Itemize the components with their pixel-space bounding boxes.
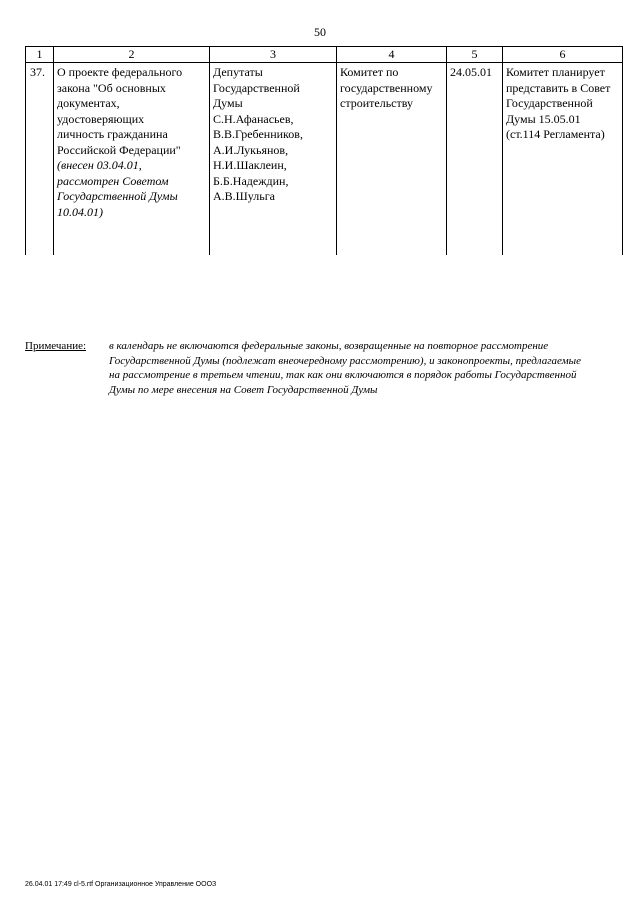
bill-title-line: О проекте федерального	[57, 65, 183, 79]
committee-line: строительству	[340, 96, 413, 110]
plan-line: Государственной	[506, 96, 593, 110]
author-line: В.В.Гребенников,	[213, 127, 303, 141]
bill-status-line: Государственной Думы	[57, 189, 178, 203]
note-text	[109, 339, 629, 397]
author-line: Н.И.Шаклеин,	[213, 158, 287, 172]
table-row	[26, 63, 623, 256]
bill-status-line: 10.04.01)	[57, 204, 103, 219]
bill-title-line: удостоверяющих	[57, 111, 145, 126]
note-line: на рассмотрение в третьем чтении, так как они включаются в порядок работы Государственной	[109, 369, 577, 381]
calendar-table	[25, 46, 623, 255]
author-line: Думы	[213, 96, 243, 110]
note-line: в календарь не включаются федеральные законы, возвращенные на повторное рассмотрение	[109, 340, 549, 352]
column-header-2: 2	[54, 47, 210, 63]
author-line: Депутаты	[213, 65, 263, 79]
column-header-4: 4	[337, 47, 447, 63]
bill-title-line: Российской Федерации"	[57, 142, 181, 157]
bill-title-line: закона "Об основных	[57, 80, 166, 95]
plan-line: (ст.114 Регламента)	[506, 127, 605, 141]
note-line: Государственной Думы (подлежат внеочередному рассмотрению), и законопроекты, предлагаемые	[109, 354, 581, 367]
author-line: А.И.Лукьянов,	[213, 142, 289, 157]
authors-cell	[210, 63, 337, 256]
committee-line: Комитет по	[340, 65, 399, 79]
note-line: Думы по мере внесения на Совет Государственной Думы	[109, 383, 378, 396]
column-header-1: 1	[26, 47, 54, 63]
document-footer: 26.04.01 17:49 cl-5.rtf Организационное Управление ОООЗ	[25, 881, 217, 888]
bill-title-line: личность гражданина	[57, 127, 168, 141]
author-line: С.Н.Афанасьев,	[213, 111, 294, 126]
plan-cell	[503, 63, 623, 256]
plan-line: Комитет планирует	[506, 65, 605, 79]
page-number: 50	[314, 25, 326, 39]
date-cell: 24.05.01	[447, 63, 503, 256]
author-line: Б.Б.Надеждин,	[213, 173, 289, 188]
bill-status-line: (внесен 03.04.01,	[57, 158, 142, 172]
column-header-5: 5	[447, 47, 503, 63]
bill-status-line: рассмотрен Советом	[57, 173, 169, 188]
bill-title-line: документах,	[57, 96, 120, 110]
bill-title-cell	[54, 63, 210, 256]
row-number: 37.	[26, 63, 54, 256]
calendar-table-wrapper	[25, 46, 622, 255]
column-header-6: 6	[503, 47, 623, 63]
committee-line: государственному	[340, 80, 433, 95]
plan-line: Думы 15.05.01	[506, 111, 581, 126]
author-line: А.В.Шульга	[213, 189, 275, 203]
committee-cell	[337, 63, 447, 256]
author-line: Государственной	[213, 80, 300, 95]
note-label: Примечание:	[25, 340, 87, 352]
column-header-3: 3	[210, 47, 337, 63]
table-header-row	[26, 47, 623, 63]
plan-line: представить в Совет	[506, 80, 611, 95]
